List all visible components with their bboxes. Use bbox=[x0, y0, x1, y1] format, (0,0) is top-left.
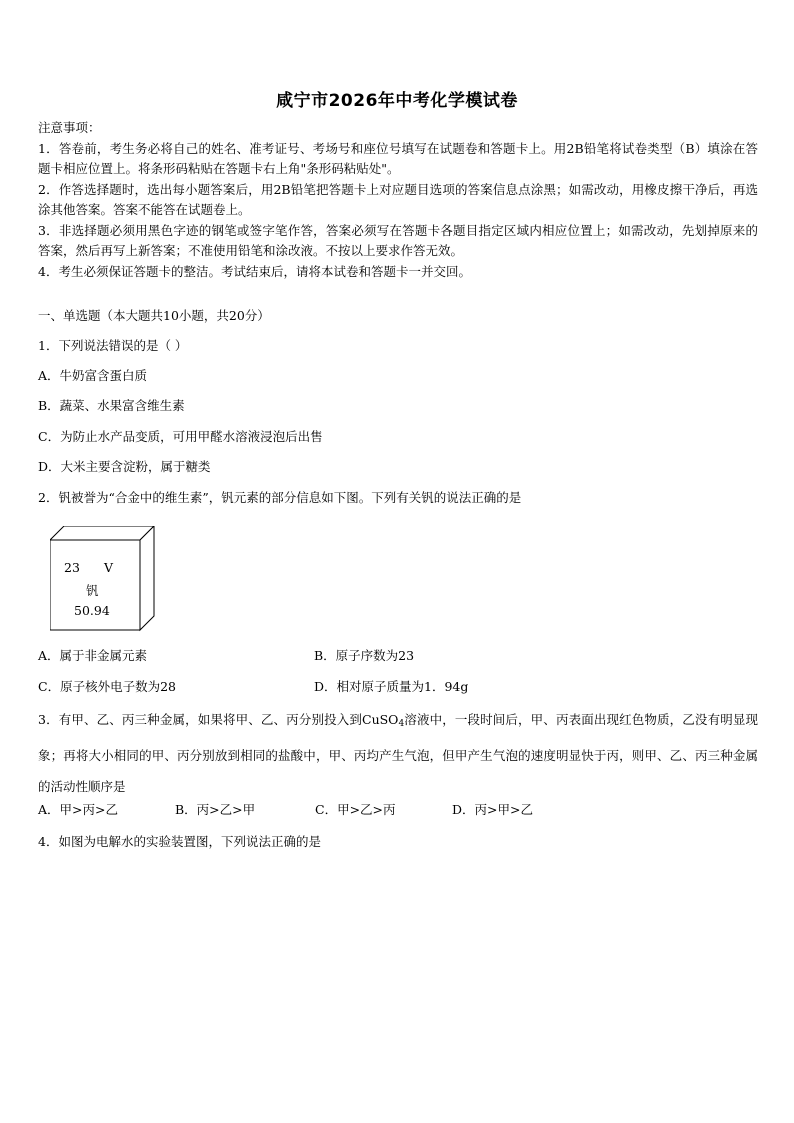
question-2-option-a: A．属于非金属元素 bbox=[38, 648, 148, 663]
atomic-mass: 50.94 bbox=[74, 603, 110, 618]
question-2-option-b: B．原子序数为23 bbox=[314, 648, 415, 663]
question-1-stem: 1．下列说法错误的是（ ） bbox=[38, 338, 188, 353]
notice-item-2: 2．作答选择题时，选出每小题答案后，用2B铅笔把答题卡上对应题目选项的答案信息点涂黑；如需改动，用橡皮擦干净后，再选涂其他答案。答案不能答在试题卷上。 bbox=[38, 181, 758, 217]
notice-item-4: 4．考生必须保证答题卡的整洁。考试结束后，请将本试卷和答题卡一并交回。 bbox=[38, 263, 471, 279]
question-3-option-d: D．丙>甲>乙 bbox=[452, 802, 533, 817]
notice-heading: 注意事项： bbox=[38, 120, 101, 135]
question-3-option-c: C．甲>乙>丙 bbox=[315, 802, 396, 817]
element-card-vanadium bbox=[50, 526, 160, 632]
question-1-option-b: B．蔬菜、水果富含维生素 bbox=[38, 398, 185, 413]
question-4-stem: 4．如图为电解水的实验装置图，下列说法正确的是 bbox=[38, 834, 321, 849]
question-3-stem bbox=[38, 704, 758, 802]
question-1-option-a: A．牛奶富含蛋白质 bbox=[38, 368, 148, 383]
question-3-option-a: A．甲>丙>乙 bbox=[38, 802, 118, 817]
section-heading: 一、单选题（本大题共10小题，共20分） bbox=[38, 308, 270, 323]
element-symbol: V bbox=[104, 560, 114, 575]
question-3-stem-part-2: 溶液中，一段时间后，甲、丙表面出现红色物质，乙没有明显现象；再将大小相同的甲、丙分别放到相同的盐酸中，甲、丙均产生气泡，但甲产生气泡的速度明显快于丙，则甲、乙、丙三种金属的活动性顺序是 bbox=[38, 712, 758, 794]
question-2-options-row-1 bbox=[38, 646, 415, 664]
exam-title: 咸宁市2026年中考化学模试卷 bbox=[276, 91, 518, 111]
formula-main: CuSO bbox=[362, 712, 399, 727]
formula-subscript: 4 bbox=[398, 719, 405, 729]
question-2-options-row-2 bbox=[38, 677, 469, 695]
question-3-option-b: B．丙>乙>甲 bbox=[175, 802, 256, 817]
notice-item-1: 1．答卷前，考生务必将自己的姓名、准考证号、考场号和座位号填写在试题卷和答题卡上。用2B铅笔将试卷类型（B）填涂在答题卡相应位置上。将条形码粘贴在答题卡右上角"条形码粘贴处"。 bbox=[38, 140, 758, 176]
atomic-number: 23 bbox=[64, 560, 80, 575]
chemical-formula bbox=[362, 712, 404, 727]
question-1-option-c: C．为防止水产品变质，可用甲醛水溶液浸泡后出售 bbox=[38, 429, 323, 444]
notice-block bbox=[38, 118, 758, 282]
element-name: 钒 bbox=[86, 583, 99, 598]
question-3-stem-part-1: 3．有甲、乙、丙三种金属，如果将甲、乙、丙分别投入到 bbox=[38, 712, 362, 727]
notice-item-3: 3．非选择题必须用黑色字迹的钢笔或签字笔作答，答案必须写在答题卡各题目指定区域内相应位置上；如需改动，先划掉原来的答案，然后再写上新答案；不准使用铅笔和涂改液。不按以上要求作答无效。 bbox=[38, 222, 758, 258]
question-2-stem: 2．钒被誉为“合金中的维生素”，钒元素的部分信息如下图。下列有关钒的说法正确的是 bbox=[38, 490, 522, 505]
question-2-option-d: D．相对原子质量为1．94g bbox=[314, 679, 469, 694]
question-1-option-d: D．大米主要含淀粉，属于糖类 bbox=[38, 459, 211, 474]
question-2-option-c: C．原子核外电子数为28 bbox=[38, 679, 176, 694]
